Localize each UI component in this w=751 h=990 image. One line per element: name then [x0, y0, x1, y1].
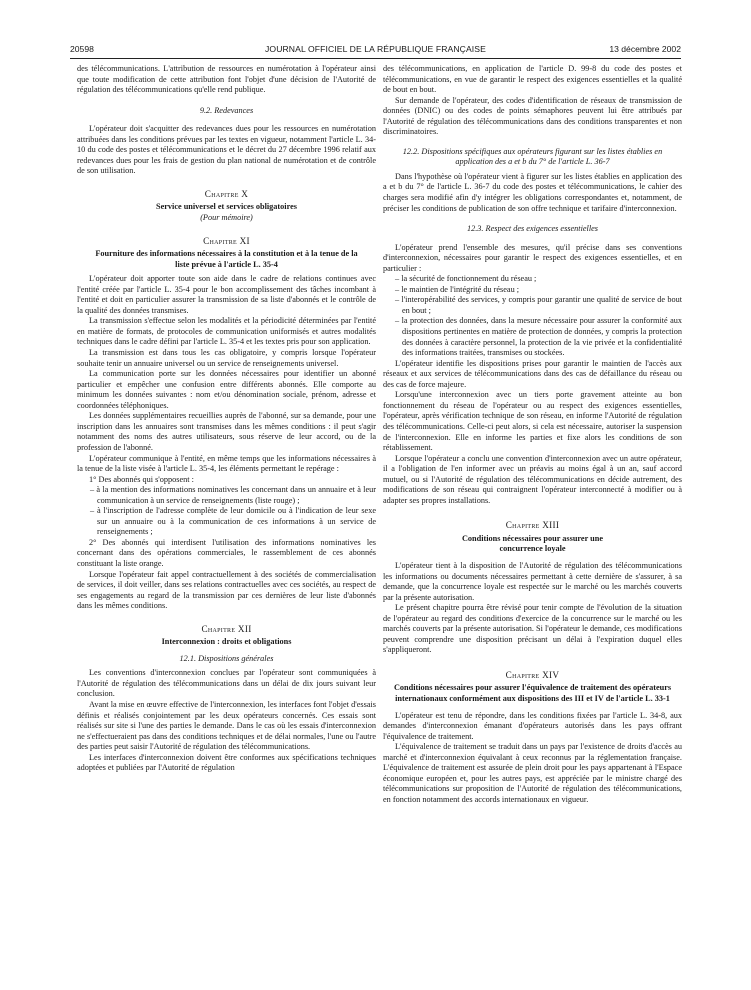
list-item: – l'interopérabilité des services, y compris pour garantir une qualité de service de bout en bout ;: [395, 295, 682, 315]
chapter-subtitle: (Pour mémoire): [200, 213, 253, 223]
right-column: [383, 64, 682, 805]
publication-date: 13 décembre 2002: [609, 44, 681, 54]
paragraph: Les interfaces d'interconnexion doivent être conformes aux spécifications techniques adoptées et publiées par l'Autorité de régulation: [77, 752, 376, 773]
paragraph: La transmission s'effectue selon les modalités et la périodicité déterminées par l'entité en matière de formats, de protocoles de communication uniformisés et autres modalités techniques dans le cadre défini par l'article L. 35-4 et les textes pris pour son application.: [77, 316, 376, 347]
list-item: – la sécurité de fonctionnement du réseau ;: [395, 274, 537, 284]
section-heading: 9.2. Redevances: [199, 105, 254, 115]
chapter-title: Fourniture des informations nécessaires à la constitution et à la tenue de la liste prévue à l'article L. 35-4: [95, 249, 358, 269]
list-item: – la protection des données, dans la mesure nécessaire pour assurer la conformité aux dispositions pertinentes en matière de protection de données, y compris la protection des données à caractère personnel, la protection de la vie privée et la confidentialité des informations traitées, transmises ou stockées.: [395, 316, 682, 358]
list-item: 1° Des abonnés qui s'opposent :: [89, 474, 194, 484]
chapter-title: Service universel et services obligatoires: [156, 202, 297, 212]
paragraph: L'opérateur doit s'acquitter des redevances dues pour les ressources en numérotation attribuées dans les conditions prévues par les textes en vigueur, notamment l'article L. 34-10 du code des postes et télécommunications et le décret du 27 décembre 1996 relatif aux redevances dues pour les frais de gestion du plan national de numérotation et de contrôle de son utilisation.: [77, 124, 376, 176]
paragraph: La transmission est dans tous les cas obligatoire, y compris lorsque l'opérateur souhaite tenir un annuaire universel ou un service de renseignements universel.: [77, 348, 376, 368]
paragraph: des télécommunications, en application de l'article D. 99-8 du code des postes et télécommunications, en vue de garantir le respect des exigences essentielles et la qualité de bout en bout.: [383, 64, 682, 95]
chapter-label: Chapitre XI: [203, 235, 250, 246]
paragraph: L'opérateur identifie les dispositions prises pour garantir le maintien de l'accès aux réseaux et aux services de télécommunications dans des cas de défaillance du réseau ou des cas de force majeure.: [383, 358, 682, 389]
page-number: 20598: [70, 44, 94, 54]
paragraph: Les conventions d'interconnexion conclues par l'opérateur sont communiquées à l'Autorité de régulation des télécommunications dans un délai de dix jours suivant leur conclusion.: [77, 668, 376, 699]
header-rule: [70, 58, 681, 59]
paragraph: L'opérateur prend l'ensemble des mesures, qu'il précise dans ses conventions d'interconnexion, nécessaires pour garantir le respect des exigences essentielles, et en particulier :: [383, 242, 682, 273]
paragraph: L'opérateur doit apporter toute son aide dans le cadre de relations continues avec l'entité créée par l'article L. 35-4 pour le bon accomplissement des tâches incombant à l'entité et doit en particulier assurer la transmission de sa liste d'abonnés et le contrôle de la qualité des données transmises.: [77, 274, 376, 315]
paragraph: L'opérateur tient à la disposition de l'Autorité de régulation des télécommunications les informations ou documents nécessaires permettant à cette dernière de s'assurer, à sa demande, que la concurrence loyale est respectée sur le marché ou les marchés couverts par la présente autorisation.: [383, 560, 682, 602]
page-header: [70, 44, 681, 58]
list-item: – à la mention des informations nominatives les concernant dans un annuaire et à leur communication à un service de renseignements (liste rouge) ;: [90, 485, 376, 505]
paragraph: Sur demande de l'opérateur, des codes d'identification de réseaux de transmission de données (DNIC) ou des codes de points sémaphores peuvent lui être attribués par l'Autorité de régulation des télécommunications dans des conditions transparentes et non discriminatoires.: [383, 95, 682, 137]
chapter-label: Chapitre XIII: [505, 520, 560, 531]
paragraph: Avant la mise en œuvre effective de l'interconnexion, les interfaces font l'objet d'essais définis et réalisés conjointement par les deux opérateurs concernés. Ces essais sont réalisés sur site si l'une des parties le demande. Dans le cas où les essais d'interconnexion ne s'effectueraient pas dans des conditions techniques et de délai normales, l'une ou l'autre des parties peut saisir l'Autorité de régulation des télécommunications.: [77, 699, 376, 752]
paragraph: Les données supplémentaires recueillies auprès de l'abonné, sur sa demande, pour une inscription dans les annuaires sont transmises dans les mêmes conditions : il peut s'agir notamment des noms des autres utilisateurs, sous réserve de leur accord, ou de la profession de l'abonné.: [77, 411, 376, 452]
paragraph: Lorsque l'opérateur fait appel contractuellement à des sociétés de commercialisation de services, il doit veiller, dans ses relations contractuelles avec ces sociétés, au respect de ses engagements au regard de la transmission par ces dernières de leur liste d'abonnés dans les mêmes conditions.: [77, 569, 376, 611]
chapter-title: Conditions nécessaires pour assurer l'équivalence de traitement des opérateurs internationaux conformément aux dispositions des III et IV de l'article L. 33-1: [393, 683, 672, 703]
paragraph: L'opérateur est tenu de répondre, dans les conditions fixées par l'article L. 34-8, aux demandes d'interconnexion émanant d'opérateurs autorisés dans les pays offrant l'équivalence de traitement.: [383, 710, 682, 741]
paragraph: Dans l'hypothèse où l'opérateur vient à figurer sur les listes établies en application des a et b du 7° de l'article L. 36-7 du code des postes et télécommunications, le cahier des charges sera modifié afin d'y intégrer les obligations correspondantes et, notamment, de préciser les conditions de publication de son offre technique et tarifaire d'interconnexion.: [383, 171, 682, 213]
paragraph: Lorsqu'une interconnexion avec un tiers porte gravement atteinte au bon fonctionnement du réseau de l'opérateur ou au respect des exigences essentielles, l'opérateur, après vérification technique de son réseau, en informe l'Autorité de régulation des télécommunications. Celle-ci peut alors, si cela est nécessaire, autoriser la suspension de l'interconnexion. Elle en informe les parties et fixe alors les conditions de son rétablissement.: [383, 390, 682, 453]
section-heading: 12.3. Respect des exigences essentielles: [466, 224, 599, 234]
section-heading: 12.2. Dispositions spécifiques aux opérateurs figurant sur les listes établies en application des a et b du 7° de l'article L. 36-7: [402, 146, 663, 167]
paragraph: Le présent chapitre pourra être révisé pour tenir compte de l'évolution de la situation de l'opérateur au regard des conditions d'exercice de la concurrence sur le marché ou les marchés couverts par la présente autorisation. Si l'opérateur le demande, ces modifications peuvent comprendre une disposition précisant un délai à l'expiration duquel elles s'appliqueront.: [383, 603, 682, 655]
left-column: [77, 64, 376, 774]
chapter-title: Interconnexion : droits et obligations: [161, 637, 292, 647]
paragraph: Lorsque l'opérateur a conclu une convention d'interconnexion avec un autre opérateur, il a l'obligation de l'en informer avec un préavis au moins égal à un an, sauf accord mutuel, ou si l'Autorité de régulation des télécommunications en décide autrement, des modifications de son réseau qui contraignent l'opérateur interconnecté à modifier ou à adapter ses propres installations.: [383, 453, 682, 505]
paragraph: L'opérateur communique à l'entité, en même temps que les informations nécessaires à la tenue de la liste visée à l'article L. 35-4, les éléments permettant le repérage :: [77, 453, 376, 474]
chapter-label: Chapitre X: [204, 188, 249, 199]
paragraph: des télécommunications. L'attribution de ressources en numérotation à l'opérateur ainsi que toute modification de cette attribution font l'objet d'une décision de l'Autorité de régulation des télécommunications qu'elle rend publique.: [77, 64, 376, 95]
list-item: 2° Des abonnés qui interdisent l'utilisation des informations nominatives les concernant dans des opérations commerciales, le rassemblement de ces abonnés constituant la liste orange.: [77, 537, 376, 568]
paragraph: La communication porte sur les données nécessaires pour identifier un abonné particulier et empêcher une confusion entre différents abonnés. Elle comporte au minimum les données suivantes : nom et/ou dénomination sociale, prénom, adresse et coordonnées téléphoniques.: [77, 369, 376, 410]
list-item: – à l'inscription de l'adresse complète de leur domicile ou à l'indication de leur sexe sur un annuaire ou à la communication de ces informations à un service de renseignements ;: [90, 506, 376, 537]
list-item: – le maintien de l'intégrité du réseau ;: [395, 284, 520, 294]
paragraph: L'équivalence de traitement se traduit dans un pays par l'existence de droits d'accès au marché et d'interconnexion équivalant à ceux reconnus par la réglementation française. L'équivalence de traitement est assurée de plein droit pour les pays appartenant à l'Espace économique européen et, pour les autres pays, est appréciée par le ministre chargé des télécommunications sur proposition de l'Autorité de régulation des télécommunications, en fonction notamment des accords internationaux en vigueur.: [383, 742, 682, 804]
journal-title: JOURNAL OFFICIEL DE LA RÉPUBLIQUE FRANÇAISE: [265, 44, 486, 54]
chapter-title: Conditions nécessaires pour assurer une concurrence loyale: [461, 533, 604, 554]
chapter-label: Chapitre XII: [201, 623, 252, 634]
chapter-label: Chapitre XIV: [505, 669, 560, 680]
section-heading: 12.1. Dispositions générales: [179, 653, 274, 663]
